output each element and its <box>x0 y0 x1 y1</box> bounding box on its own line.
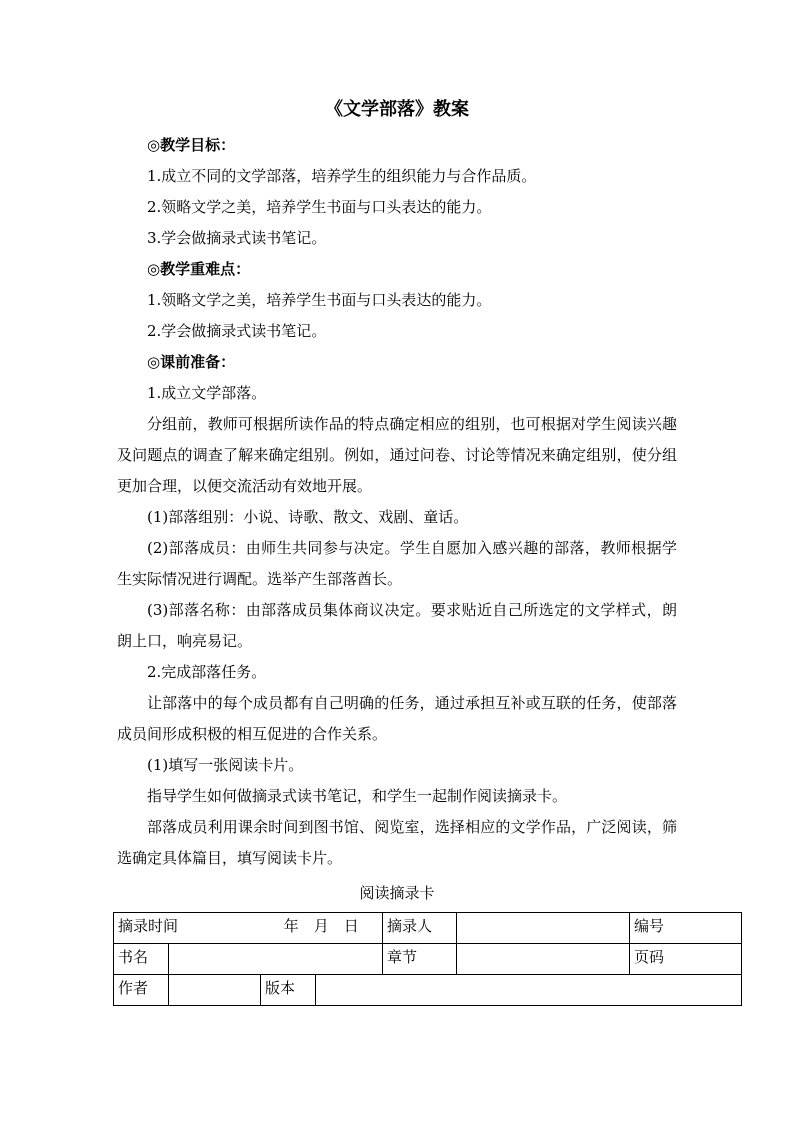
document-title: 《文学部落》教案 <box>325 99 469 120</box>
preparation-paragraph: 指导学生如何做摘录式读书笔记，和学生一起制作阅读摘录卡。 <box>147 787 568 805</box>
key-point-item: 1.领略文学之美，培养学生书面与口头表达的能力。 <box>147 291 492 309</box>
document-body <box>117 130 677 874</box>
author-label: 作者 <box>118 979 149 997</box>
row2-right-cell <box>383 944 742 975</box>
book-label-cell <box>114 944 169 975</box>
objective-item: 2.领略文学之美，培养学生书面与口头表达的能力。 <box>147 198 492 216</box>
row1-right-cell <box>383 913 742 944</box>
reading-card-table <box>113 912 742 1006</box>
table-row <box>114 913 742 944</box>
page-label: 页码 <box>634 948 665 966</box>
excerpt-date-cell <box>261 913 383 944</box>
section-heading-preparation: ◎课前准备： <box>147 353 236 371</box>
author-value-cell <box>169 975 261 1006</box>
author-label-cell <box>114 975 169 1006</box>
preparation-item: 1.成立文学部落。 <box>147 384 267 402</box>
preparation-item: 2.完成部落任务。 <box>147 663 267 681</box>
table-row <box>114 975 742 1006</box>
edition-label-cell <box>261 975 316 1006</box>
number-label: 编号 <box>634 917 665 935</box>
edition-value-cell <box>316 975 742 1006</box>
preparation-paragraph: (2)部落成员：由师生共同参与决定。学生自愿加入感兴趣的部落，教师根据学生实际情况进行调配。选举产生部落酋长。 <box>117 539 677 588</box>
book-value-cell <box>169 944 383 975</box>
preparation-paragraph: 分组前，教师可根据所读作品的特点确定相应的组别，也可根据对学生阅读兴趣及问题点的调查了解来确定组别。例如，通过问卷、讨论等情况来确定组别，使分组更加合理，以便交流活动有效地开展。 <box>117 415 677 495</box>
card-caption: 阅读摘录卡 <box>359 884 435 902</box>
preparation-paragraph: (3)部落名称：由部落成员集体商议决定。要求贴近自己所选定的文学样式，朗朗上口，响亮易记。 <box>117 601 677 650</box>
key-point-item: 2.学会做摘录式读书笔记。 <box>147 322 327 340</box>
edition-label: 版本 <box>265 979 296 997</box>
excerpt-time-label: 摘录时间 <box>118 917 179 935</box>
preparation-paragraph: 部落成员利用课余时间到图书馆、阅览室，选择相应的文学作品，广泛阅读，筛选确定具体篇目，填写阅读卡片。 <box>117 818 677 867</box>
objective-item: 3.学会做摘录式读书笔记。 <box>147 229 327 247</box>
preparation-item: (1)填写一张阅读卡片。 <box>147 756 304 774</box>
preparation-item: (1)部落组别：小说、诗歌、散文、戏剧、童话。 <box>147 508 469 526</box>
book-label: 书名 <box>118 948 149 966</box>
excerpter-label: 摘录人 <box>383 913 457 943</box>
objective-item: 1.成立不同的文学部落，培养学生的组织能力与合作品质。 <box>147 167 537 185</box>
excerpter-value <box>457 913 630 943</box>
section-heading-key-points: ◎教学重难点： <box>147 260 251 278</box>
chapter-label: 章节 <box>383 944 457 974</box>
section-heading-objectives: ◎教学目标： <box>147 136 236 154</box>
excerpt-date-placeholder: 年 月 日 <box>283 917 359 935</box>
preparation-paragraph: 让部落中的每个成员都有自己明确的任务，通过承担互补或互联的任务，使部落成员间形成积极的相互促进的合作关系。 <box>117 694 677 743</box>
chapter-value <box>457 944 630 974</box>
table-row <box>114 944 742 975</box>
excerpt-time-label-cell <box>114 913 261 944</box>
